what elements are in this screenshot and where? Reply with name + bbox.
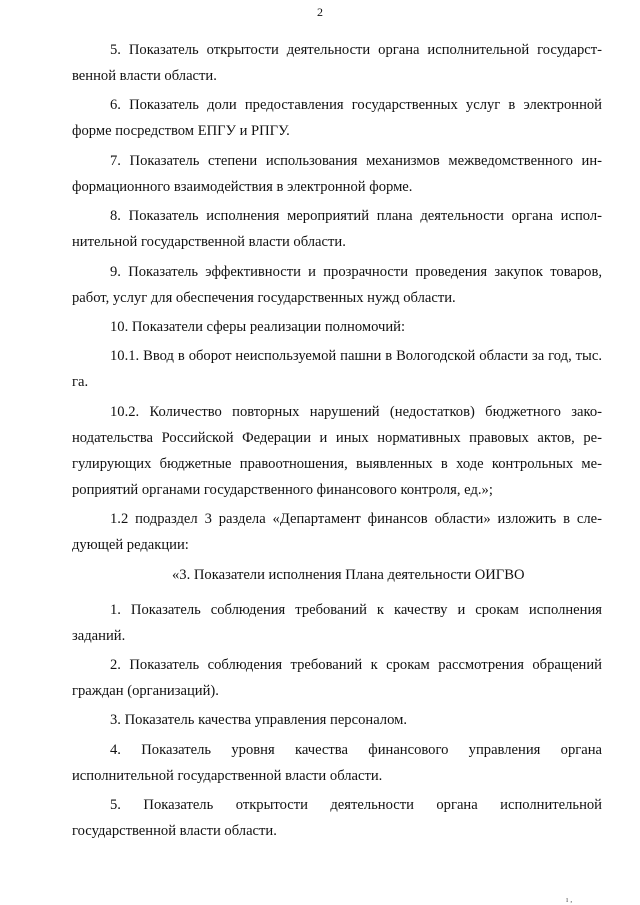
paragraph-item-10: 10. Показатели сферы реализации полномочий: [110, 318, 406, 335]
section-item-2: 2. Показатель соблюдения требований к срокам рассмотрения обращений граждан (организаций). [72, 656, 602, 699]
paragraph-item-10-2: 10.2. Количество повторных нарушений (недостатков) бюджетного зако-нодательства Российской Федерации и иных нормативных правовых актов, ре-гулирующих бюджетные правоотношения, выявленных в ходе контрольных ме-роприятий органами государственного финансового контроля, ед.»; [72, 403, 602, 498]
paragraph-item-8: 8. Показатель исполнения мероприятий плана деятельности органа испол-нительной государственной власти области. [72, 208, 602, 251]
section-heading: «3. Показатели исполнения Плана деятельности ОИГВО [172, 566, 525, 583]
scan-mark: ı , [566, 895, 573, 904]
section-item-1: 1. Показатель соблюдения требований к качеству и срокам исполнения заданий. [72, 601, 602, 644]
page-number: 2 [317, 5, 323, 19]
section-item-4: 4. Показатель уровня качества финансового управления органа исполнительной государственной власти области. [72, 741, 602, 784]
section-item-3: 3. Показатель качества управления персоналом. [110, 712, 407, 729]
section-item-5: 5. Показатель открытости деятельности органа исполнительной государственной власти области. [72, 797, 602, 840]
document-body [72, 37, 602, 847]
paragraph-item-10-1: 10.1. Ввод в оборот неиспользуемой пашни в Вологодской области за год, тыс. га. [72, 348, 602, 391]
paragraph-item-6: 6. Показатель доли предоставления государственных услуг в электронной форме посредством ЕПГУ и РПГУ. [72, 97, 602, 140]
paragraph-item-9: 9. Показатель эффективности и прозрачности проведения закупок товаров, работ, услуг для обеспечения государственных нужд области. [72, 263, 602, 306]
paragraph-amendment-1-2: 1.2 подраздел 3 раздела «Департамент финансов области» изложить в сле-дующей редакции: [72, 511, 602, 554]
paragraph-item-7: 7. Показатель степени использования механизмов межведомственного ин-формационного взаимодействия в электронной форме. [72, 152, 602, 195]
paragraph-item-5: 5. Показатель открытости деятельности органа исполнительной государст-венной власти области. [72, 42, 602, 84]
